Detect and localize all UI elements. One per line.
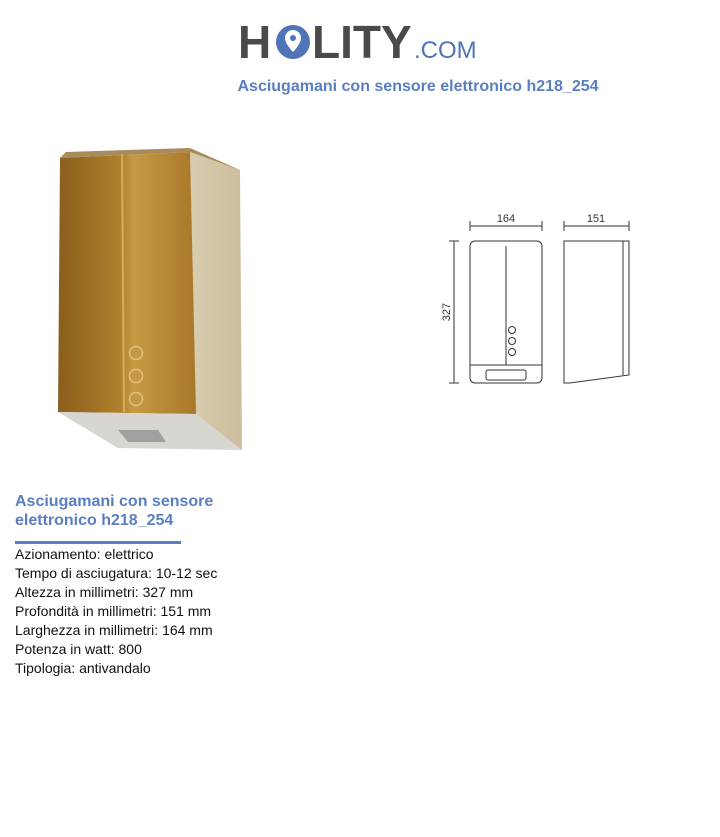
divider [15,541,181,544]
spec-item-azionamento: Azionamento: elettrico [15,546,154,562]
spec-item-altezza: Altezza in millimetri: 327 mm [15,584,194,600]
spec-item-larghezza: Larghezza in millimetri: 164 mm [15,622,213,638]
logo-o-pin-icon [276,25,310,59]
spec-list [15,545,217,678]
holity-logo [238,14,488,70]
depth-dimension-label: 151 [586,213,606,225]
width-dimension-label: 164 [496,213,516,225]
product-name: Asciugamani con sensore elettronico h218_254 [15,493,214,529]
logo-letter-h: H [238,16,272,68]
spec-item-tempo: Tempo di asciugatura: 10-12 sec [15,565,218,581]
logo-text-lity: LITY [312,16,412,68]
height-dimension-label: 327 [441,302,453,322]
spec-item-tipologia: Tipologia: antivandalo [15,660,151,676]
logo-text-domain: .COM [414,37,477,64]
spec-item-profondita: Profondità in millimetri: 151 mm [15,603,212,619]
page-title: Asciugamani con sensore elettronico h218_254 [237,78,599,95]
product-photo [48,140,258,460]
spec-item-potenza: Potenza in watt: 800 [15,641,142,657]
technical-drawing [430,200,640,400]
